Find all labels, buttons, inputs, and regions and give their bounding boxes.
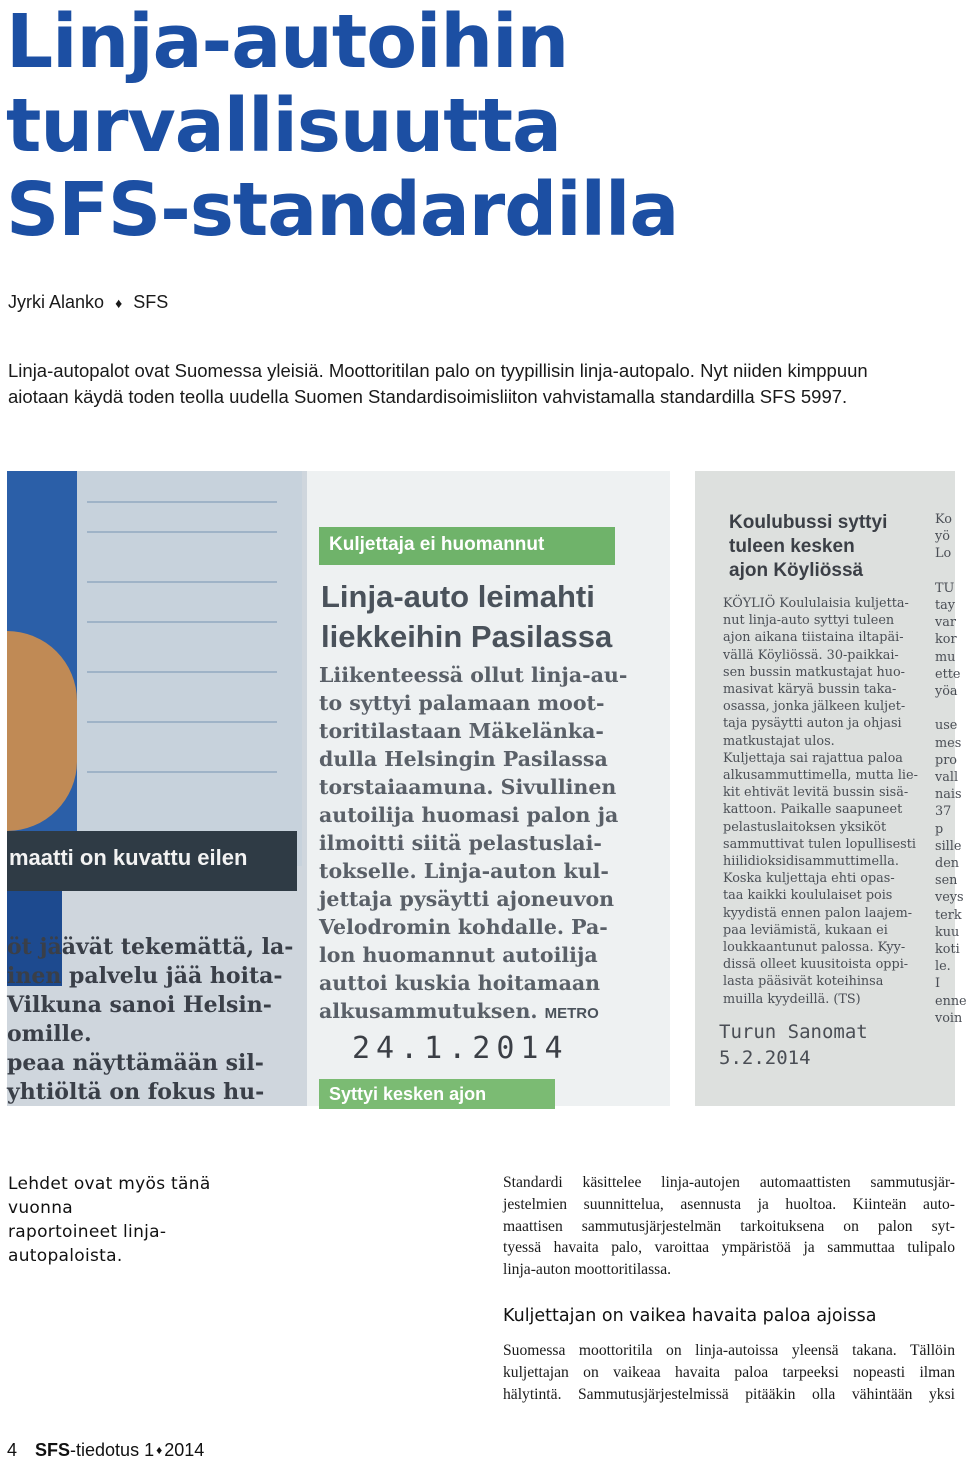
- publication-name: -tiedotus 1: [70, 1440, 155, 1460]
- title-line-3: SFS-standardilla: [6, 167, 679, 253]
- photo-right-line: dissä olleet kuusitoista oppi-: [723, 957, 909, 973]
- edge-line: nais: [935, 787, 962, 803]
- photo-right-line: nut linja-auto syttyi tuleen: [723, 613, 895, 629]
- edge-line: TU: [935, 580, 955, 596]
- edge-line: var: [935, 615, 956, 631]
- photo-body-line: dulla Helsingin Pasilassa: [319, 747, 608, 771]
- photo-right-headline: [729, 511, 929, 583]
- caption-line: autopaloista.: [8, 1246, 123, 1266]
- caption-line: vuonna: [8, 1198, 74, 1218]
- edge-line: sille: [935, 838, 962, 854]
- photo-form-line: [87, 771, 277, 773]
- edge-line: [935, 700, 955, 717]
- photo-body-text: [319, 661, 665, 1028]
- photo-side-line: peaa näyttämään sil-: [7, 1050, 264, 1076]
- caption-line: Lehdet ovat myös tänä: [8, 1174, 211, 1194]
- photo-bottom-kicker: Syttyi kesken ajon: [329, 1084, 487, 1104]
- article-lede: [8, 358, 954, 410]
- photo-form-line: [87, 531, 277, 533]
- edge-line: pro: [935, 752, 958, 768]
- photo-right-line: muilla kyydeillä. (TS): [723, 991, 861, 1007]
- photo-handwritten-date: 24.1.2014: [352, 1031, 569, 1066]
- photo-right-line: Koska kuljettaja ehti opas-: [723, 871, 895, 887]
- photo-body-line: tokselle. Linja-auton kul-: [319, 859, 609, 883]
- diamond-icon: ♦: [156, 1443, 163, 1457]
- photo-body-line: jettaja pysäytti ajoneuvon: [319, 887, 615, 911]
- photo-form-line: [87, 501, 277, 503]
- photo-headline: [321, 577, 661, 657]
- photo-source-label: METRO: [544, 1005, 599, 1022]
- edge-line: tay: [935, 598, 956, 614]
- photo-right-headline-line: ajon Köyliössä: [729, 560, 864, 581]
- photo-right-line: taja pysäytti auton ja ohjasi: [723, 716, 902, 732]
- photo-side-line: Vilkuna sanoi Helsin-: [7, 992, 272, 1018]
- edge-line: [935, 563, 955, 580]
- photo-right-line: lasta pääsivät koteihinsa: [723, 974, 884, 990]
- edge-line: vall: [935, 770, 959, 786]
- photo-newspaper-clipping-metro: [7, 471, 670, 1106]
- edge-line: Lo: [935, 546, 952, 562]
- edge-line: use: [935, 718, 958, 734]
- photo-right-line: sen bussin matkustajat huo-: [723, 664, 905, 680]
- photo-right-body: [723, 595, 933, 1008]
- photo-body-line: lon huomannut autoilija: [319, 943, 598, 967]
- photo-body-line: Liikenteessä ollut linja-au-: [319, 663, 628, 687]
- photo-right-line: ajon aikana tiistaina iltapäi-: [723, 630, 904, 646]
- photo-side-heading: maatti on kuvattu eilen: [9, 845, 248, 870]
- publication-brand: SFS: [35, 1440, 71, 1460]
- photo-right-line: masivat käryä bussin taka-: [723, 682, 897, 698]
- photo-right-line: sammuttivat tulen lopullisesti: [723, 836, 916, 852]
- edge-line: yö: [935, 529, 950, 545]
- photo-right-line: KÖYLIÖ Koululaisia kuljetta-: [723, 596, 909, 611]
- photo-right-line: kattoon. Paikalle saapuneet: [723, 802, 903, 818]
- photo-right-hand-line: Turun Sanomat: [719, 1021, 868, 1043]
- edge-line: 37 p: [935, 804, 952, 837]
- photo-body-line: alkusammutuksen.: [319, 999, 538, 1023]
- photo-form-line: [87, 621, 277, 623]
- photo-caption: [8, 1172, 218, 1268]
- page-number: 4: [7, 1440, 18, 1460]
- photo-side-line: yhtiöltä on fokus hu-: [7, 1079, 265, 1105]
- edge-line: kuu: [935, 924, 960, 940]
- photo-form-line: [87, 671, 277, 673]
- edge-line: enne: [935, 993, 967, 1009]
- edge-line: sen: [935, 873, 958, 889]
- photo-headline-line: liekkeihin Pasilassa: [321, 619, 613, 654]
- photo-body-line: to syttyi palamaan moot-: [319, 691, 605, 715]
- photo-side-line: inen palvelu jää hoita-: [7, 963, 283, 989]
- body-line: maattisen sammutusjärjestelmän tarkoituksena on palon syt-: [503, 1217, 955, 1235]
- photo-body-line: auttoi kuskia hoitamaan: [319, 971, 601, 995]
- edge-line: veys: [935, 890, 964, 906]
- photo-newspaper-clipping-turun-sanomat: [695, 471, 967, 1106]
- photo-right-line: kit ehtivät levitä bussin sisä-: [723, 785, 909, 801]
- edge-line: mes: [935, 735, 962, 751]
- photo-right-line: Kuljettaja sai rajattua paloa: [723, 750, 903, 766]
- photo-kicker: Kuljettaja ei huomannut: [329, 534, 545, 555]
- photo-headline-line: Linja-auto leimahti: [321, 579, 595, 614]
- photo-right-cut-column: [935, 511, 967, 1027]
- edge-line: koti: [935, 942, 960, 958]
- body-line: Standardi käsittelee linja-autojen automaattisten sammutusjär-: [503, 1174, 955, 1191]
- section-subheading: Kuljettajan on vaikea havaita paloa ajoissa: [503, 1306, 877, 1326]
- photo-right-line: kyydistä ennen palon laajem-: [723, 905, 913, 921]
- edge-line: den: [935, 856, 960, 872]
- publication-year: 2014: [164, 1440, 205, 1460]
- title-line-2: turvallisuutta: [6, 83, 561, 169]
- photo-body-last-line: [319, 997, 665, 1028]
- photo-body-line: Velodromin kohdalle. Pa-: [319, 915, 608, 939]
- body-line: Suomessa moottoritila on linja-autoissa yleensä takana. Tällöin: [503, 1342, 955, 1359]
- photo-side-line: omille.: [7, 1021, 92, 1047]
- title-line-1: Linja-autoihin: [6, 0, 569, 85]
- body-line: kuljettajan on vaikeaa havaita paloa tarpeeksi nopeasti ilman: [503, 1364, 955, 1381]
- photo-right-line: hiilidioksidisammuttimella.: [723, 854, 899, 870]
- body-paragraph: [503, 1340, 955, 1406]
- photo-body-line: autoilija huomasi palon ja: [319, 803, 619, 827]
- photo-body-line: ilmoitti siitä pelastuslai-: [319, 831, 602, 855]
- photo-side-line: öt jäävät tekemättä, la-: [7, 934, 294, 960]
- diamond-icon: ♦: [115, 295, 123, 311]
- author-name: Jyrki Alanko: [8, 292, 105, 312]
- photo-right-line: loukkaantunut palossa. Kyy-: [723, 940, 906, 956]
- photo-right-line: osassa, jonka jälkeen kuljet-: [723, 699, 906, 715]
- edge-line: terk: [935, 907, 962, 923]
- photo-right-line: vällä Köyliössä. 30-paikkai-: [723, 647, 899, 663]
- edge-line: ette: [935, 666, 961, 682]
- photo-form-line: [87, 581, 277, 583]
- article-title: [6, 0, 946, 252]
- lede-line: Linja-autopalot ovat Suomessa yleisiä. Moottoritilan palo on tyypillisin linja-autopalo. Nyt niiden kimppuun: [8, 360, 868, 381]
- author-organization: SFS: [133, 292, 169, 312]
- edge-line: mu: [935, 649, 956, 665]
- photo-side-text: [7, 933, 302, 1107]
- photo-form-line: [87, 721, 277, 723]
- caption-line: raportoineet linja-: [8, 1222, 167, 1242]
- lede-line: aiotaan käydä toden teolla uudella Suomen Standardisoimisliiton vahvistamalla standardilla SFS 5997.: [8, 386, 848, 407]
- photo-right-line: pelastuslaitoksen yksiköt: [723, 819, 887, 835]
- body-line: linja-auton moottoritilassa.: [503, 1261, 672, 1279]
- photo-right-line: paa leviämistä, kukaan ei: [723, 922, 888, 938]
- photo-right-headline-line: Koulubussi syttyi: [729, 512, 888, 533]
- photo-right-headline-line: tuleen kesken: [729, 536, 855, 557]
- photo-right-line: taa kaikki koululaiset pois: [723, 888, 893, 904]
- photo-right-line: alkusammuttimella, mutta lie-: [723, 768, 918, 784]
- page-footer: [7, 1440, 204, 1461]
- edge-line: yöa: [935, 684, 958, 700]
- edge-line: kor: [935, 632, 957, 648]
- photo-right-handwriting: [719, 1019, 868, 1071]
- photo-right-hand-line: 5.2.2014: [719, 1047, 811, 1069]
- body-line: tyessä havaita palo, varoittaa ympäristöä ja sammuttaa tulipalo: [503, 1239, 955, 1257]
- edge-line: le. I: [935, 959, 951, 992]
- photo-body-line: torstaiaamuna. Sivullinen: [319, 775, 617, 799]
- edge-line: Ko: [935, 512, 952, 527]
- body-paragraph: [503, 1172, 955, 1281]
- body-line: hälytintä. Sammutusjärjestelmissä pitääkin olla vähintään yksi: [503, 1386, 955, 1403]
- edge-line: voin: [935, 1010, 963, 1026]
- byline: [8, 292, 168, 313]
- body-line: jestelmien suunnittelua, asennusta ja huoltoa. Kiinteän auto-: [503, 1195, 955, 1213]
- photo-right-line: matkustajat ulos.: [723, 733, 835, 749]
- photo-body-line: toritilastaan Mäkelänka-: [319, 719, 604, 743]
